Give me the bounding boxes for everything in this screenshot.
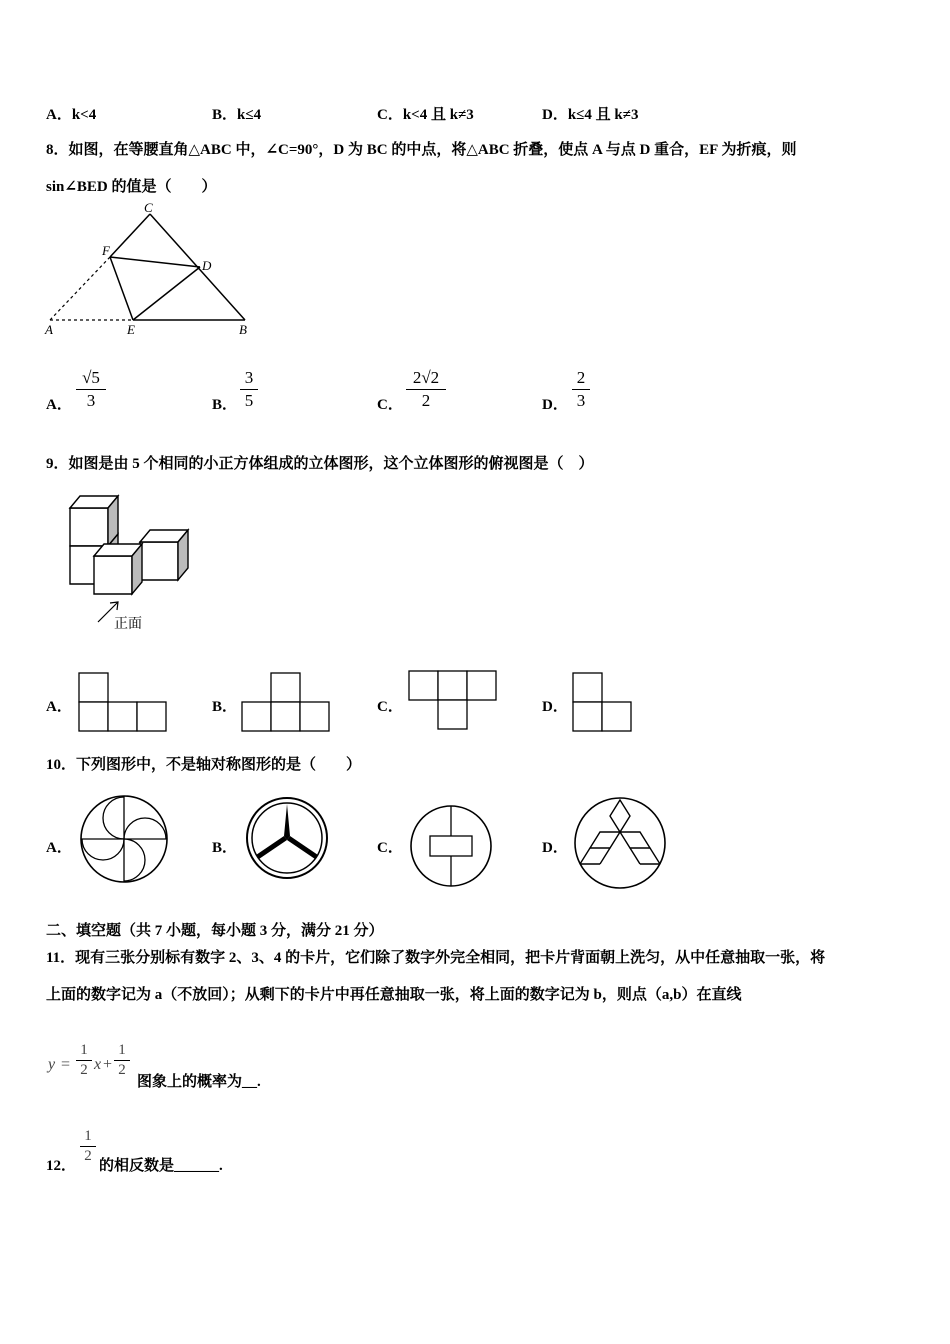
point-label-d: D bbox=[202, 258, 212, 273]
point-label-c: C bbox=[144, 200, 153, 215]
point-label-a: A bbox=[45, 322, 53, 337]
section2-heading: 二、填空题（共 7 小题，每小题 3 分，满分 21 分） bbox=[46, 923, 384, 939]
fraction-numerator: 3 bbox=[244, 368, 254, 387]
q9-option-a-label: A． bbox=[46, 699, 72, 715]
q11-eq-fraction2 bbox=[114, 1042, 130, 1079]
q7-option-d: D．k≤4 且 k≠3 bbox=[542, 107, 639, 123]
q9-option-c-label: C． bbox=[377, 699, 403, 715]
q9-option-a-figure bbox=[78, 672, 168, 734]
fraction-numerator: 2 bbox=[576, 368, 586, 387]
q8-option-c-label: C． bbox=[377, 397, 403, 413]
fraction-denominator: 2 bbox=[118, 1062, 126, 1078]
fraction-denominator: 2 bbox=[421, 391, 431, 410]
q10-option-d-diamonds-logo bbox=[573, 796, 667, 890]
q7-option-c: C．k<4 且 k≠3 bbox=[377, 107, 474, 123]
point-label-b: B bbox=[239, 322, 247, 337]
q9-option-d-label: D． bbox=[542, 699, 568, 715]
q8-option-c-fraction bbox=[406, 368, 446, 411]
q9-stem: 9．如图是由 5 个相同的小正方体组成的立体图形，这个立体图形的俯视图是（ ） bbox=[46, 456, 594, 472]
q11-stem-line2: 上面的数字记为 a（不放回）；从剩下的卡片中再任意抽取一张，将上面的数字记为 b，则点（a,b）在直线 bbox=[46, 987, 742, 1003]
fraction-denominator: 5 bbox=[244, 391, 254, 410]
q11-eq-y: y bbox=[48, 1056, 56, 1073]
q10-option-b-star-logo bbox=[244, 795, 330, 881]
q8-option-b-fraction bbox=[240, 368, 258, 411]
q8-option-a-fraction bbox=[76, 368, 106, 411]
q8-option-a-label: A． bbox=[46, 397, 72, 413]
q12-label: 12． bbox=[46, 1158, 77, 1174]
q10-stem: 10．下列图形中，不是轴对称图形的是（ ） bbox=[46, 757, 362, 773]
point-label-f: F bbox=[102, 243, 110, 258]
fraction-numerator: 1 bbox=[118, 1042, 126, 1058]
q12-fraction bbox=[80, 1128, 96, 1165]
q11-eq-equals: = bbox=[61, 1056, 71, 1073]
q11-eq-fraction1 bbox=[76, 1042, 92, 1079]
q8-option-d-label: D． bbox=[542, 397, 568, 413]
q11-stem-line1: 11．现有三张分别标有数字 2、3、4 的卡片，它们除了数字外完全相同，把卡片背面朝上洗匀，从中任意抽取一张，将 bbox=[46, 950, 826, 966]
q7-option-b: B．k≤4 bbox=[212, 107, 262, 123]
q9-option-c-figure bbox=[408, 670, 500, 732]
fraction-denominator: 2 bbox=[80, 1062, 88, 1078]
q10-option-b-label: B． bbox=[212, 840, 238, 856]
q9-cube-figure bbox=[60, 490, 200, 640]
q9-option-b-figure bbox=[241, 672, 331, 734]
front-view-label: 正面 bbox=[114, 616, 142, 632]
q10-option-d-label: D． bbox=[542, 840, 568, 856]
q8-stem-line1: 8．如图，在等腰直角△ABC 中，∠C=90°，D 为 BC 的中点，将△ABC 折叠，使点 A 与点 D 重合，EF 为折痕，则 bbox=[46, 142, 797, 158]
q10-option-c-circle-rect bbox=[408, 803, 494, 889]
q11-tail: 图象上的概率为__. bbox=[137, 1074, 261, 1090]
fraction-denominator: 2 bbox=[84, 1148, 92, 1164]
q11-eq-x: x bbox=[94, 1056, 102, 1073]
q7-option-a: A．k<4 bbox=[46, 107, 97, 123]
fraction-numerator: 1 bbox=[84, 1128, 92, 1144]
q11-eq-plus: + bbox=[103, 1056, 113, 1073]
q9-option-b-label: B． bbox=[212, 699, 238, 715]
q12-tail: 的相反数是______. bbox=[99, 1158, 223, 1174]
q8-option-b-label: B． bbox=[212, 397, 238, 413]
q9-option-d-figure bbox=[572, 672, 634, 734]
point-label-e: E bbox=[127, 322, 135, 337]
fraction-denominator: 3 bbox=[576, 391, 586, 410]
q8-triangle-figure bbox=[40, 200, 260, 340]
q8-stem-line2: sin∠BED 的值是（ ） bbox=[46, 179, 217, 195]
q10-option-a-pinwheel bbox=[78, 793, 170, 885]
fraction-numerator: 1 bbox=[80, 1042, 88, 1058]
q10-option-c-label: C． bbox=[377, 840, 403, 856]
q8-option-d-fraction bbox=[572, 368, 590, 411]
fraction-numerator: 2√2 bbox=[412, 368, 440, 387]
q10-option-a-label: A． bbox=[46, 840, 72, 856]
fraction-denominator: 3 bbox=[86, 391, 96, 410]
fraction-numerator: √5 bbox=[82, 368, 100, 387]
